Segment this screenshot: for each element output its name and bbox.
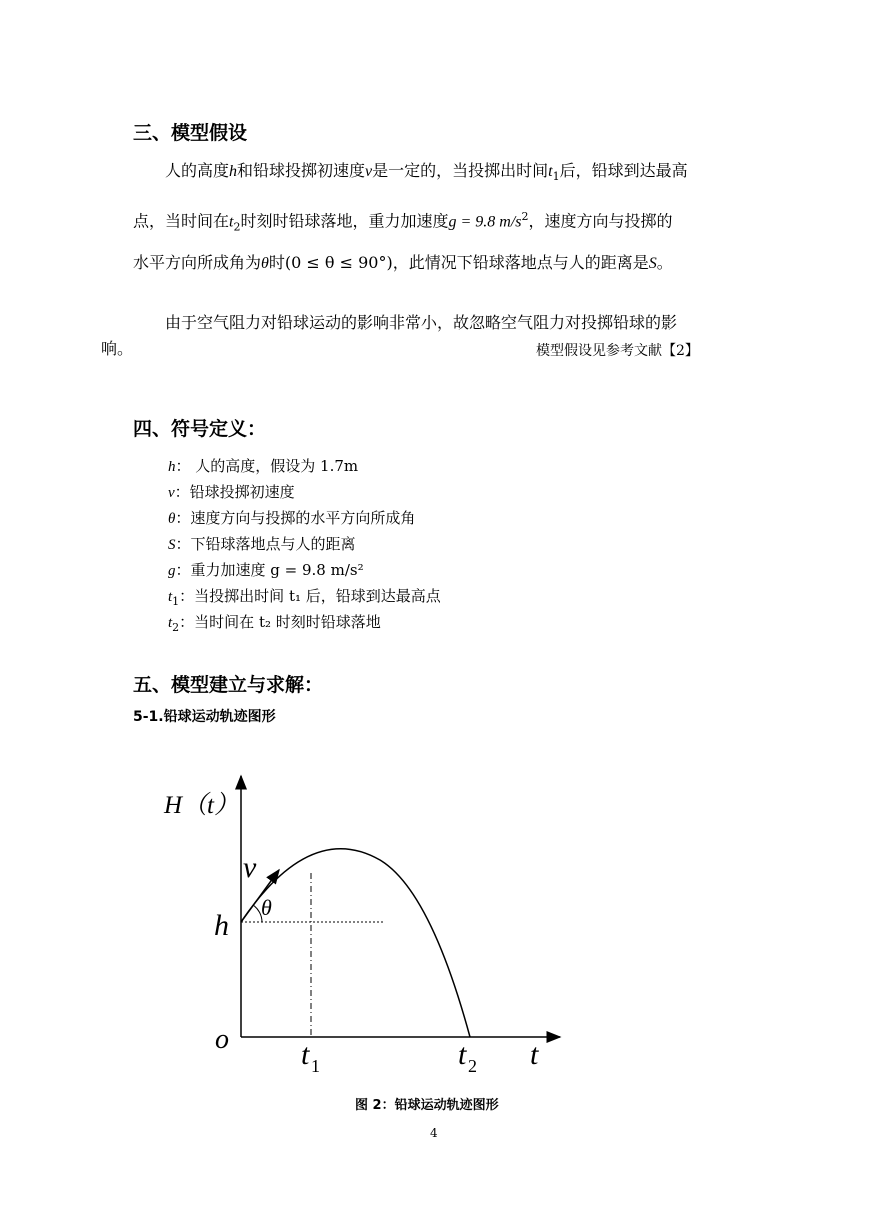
t2-label: t — [458, 1038, 467, 1071]
t1-label: t — [301, 1038, 310, 1071]
text-run: 时 — [268, 253, 285, 272]
def-subscript: 1 — [172, 595, 180, 608]
section3-heading: 三、模型假设 — [133, 122, 248, 144]
subscript: 1 — [552, 170, 560, 184]
symbol-t: t — [548, 163, 553, 180]
y-axis-label: H（t） — [164, 792, 240, 819]
text-run: 点，当时间在 — [133, 211, 230, 231]
text-run: 水平方向所成角为 — [133, 253, 262, 272]
text-run: 人的高度 — [165, 161, 230, 180]
text-run: 和铅球投掷初速度 — [237, 161, 366, 180]
subsection-heading: 5-1.铅球运动轨迹图形 — [133, 709, 276, 725]
theta-label: θ — [261, 895, 272, 920]
def-text: ：下铅球落地点与人的距离 — [175, 535, 356, 553]
text-run: 。 — [656, 253, 673, 272]
def-symbol: v — [168, 485, 175, 501]
symbol-s: S — [648, 255, 657, 272]
def-symbol: S — [168, 537, 176, 553]
t1-subscript: 1 — [311, 1056, 320, 1076]
gravity-formula: g = 9.8 m/s — [448, 213, 522, 231]
reference-note: 模型假设见参考文献【2】 — [536, 343, 699, 359]
origin-label: o — [215, 1024, 229, 1055]
section5-heading: 五、模型建立与求解： — [133, 674, 324, 696]
def-symbol: θ — [168, 511, 176, 527]
def-text: ：当时间在 t₂ 时刻时铅球落地 — [179, 613, 381, 631]
def-text: ：重力加速度 g = 9.8 m/s² — [175, 561, 364, 579]
superscript: 2 — [521, 210, 529, 223]
text-run: 响。 — [101, 339, 134, 358]
symbol-t: t — [229, 213, 234, 231]
symbol-theta: θ — [261, 255, 269, 272]
def-symbol: t — [168, 589, 173, 605]
angle-range: (0 ≤ θ ≤ 90°) — [284, 253, 393, 272]
x-axis-label: t — [530, 1038, 539, 1071]
def-text: ： 人的高度，假设为 1.7m — [175, 457, 359, 475]
text-run: 时刻时铅球落地，重力加速度 — [240, 211, 449, 231]
def-subscript: 2 — [172, 621, 180, 634]
text-run: 后，铅球到达最高 — [559, 161, 688, 180]
symbol-v: v — [365, 163, 373, 180]
section4-heading: 四、符号定义： — [133, 418, 267, 440]
def-symbol: h — [168, 459, 176, 475]
figure-caption: 图 2：铅球运动轨迹图形 — [355, 1098, 499, 1113]
symbol-h: h — [229, 163, 238, 180]
def-text: ：当投掷出时间 t₁ 后，铅球到达最高点 — [179, 587, 441, 605]
def-text: ：铅球投掷初速度 — [174, 483, 295, 501]
def-text: ：速度方向与投掷的水平方向所成角 — [175, 509, 416, 527]
def-symbol: g — [168, 563, 176, 579]
page-number: 4 — [430, 1126, 438, 1140]
text-run: ，此情况下铅球落地点与人的距离是 — [392, 253, 649, 272]
text-run: 是一定的，当投掷出时间 — [372, 161, 549, 180]
text-run: ，速度方向与投掷的 — [528, 211, 673, 231]
subscript: 2 — [233, 220, 241, 234]
trajectory-curve — [241, 849, 470, 1037]
t2-subscript: 2 — [468, 1056, 477, 1076]
v-label: v — [243, 851, 257, 884]
h-label: h — [214, 909, 229, 942]
text-run: 由于空气阻力对铅球运动的影响非常小，故忽略空气阻力对投掷铅球的影 — [165, 313, 678, 332]
def-symbol: t — [168, 615, 173, 631]
